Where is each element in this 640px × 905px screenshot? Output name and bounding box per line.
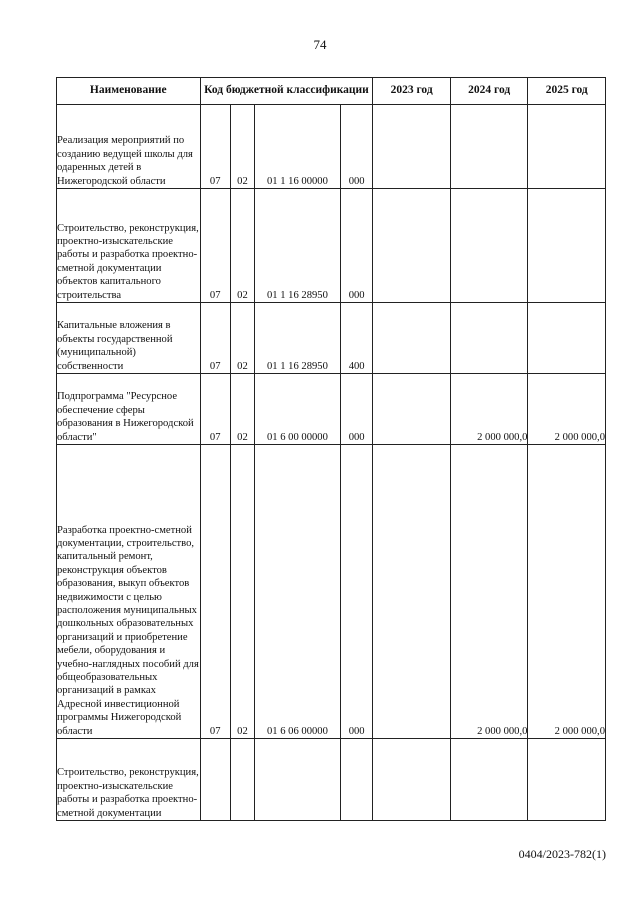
table-row xyxy=(57,189,606,303)
row-name: Строительство, реконструкция, проектно-изыскательские работы и разработка проектно-сметной документации объектов капитального строительства xyxy=(57,189,201,303)
row-value-2024 xyxy=(450,105,528,189)
row-subsection: 02 xyxy=(230,445,254,739)
row-name: Капитальные вложения в объекты государственной (муниципальной) собственности xyxy=(57,303,201,374)
row-value-2024 xyxy=(450,303,528,374)
row-value-2024 xyxy=(450,739,528,821)
row-section: 07 xyxy=(200,189,230,303)
row-value-2023 xyxy=(373,739,451,821)
row-value-2023 xyxy=(373,303,451,374)
row-expense-type: 000 xyxy=(340,445,373,739)
row-section: 07 xyxy=(200,445,230,739)
header-name: Наименование xyxy=(57,78,201,105)
row-subsection: 02 xyxy=(230,374,254,445)
row-value-2025: 2 000 000,0 xyxy=(528,445,606,739)
row-name: Разработка проектно-сметной документации, строительство, капитальный ремонт, реконструкция объектов образования, выкуп объектов недвижимости с целью расположения муниципальных дошкольных образовательных организаций и приобретение мебели, оборудования и учебно-наглядных пособий для общеобразовательных организаций в рамках Адресной инвестиционной программы Нижегородской области xyxy=(57,445,201,739)
row-subsection xyxy=(230,739,254,821)
row-value-2023 xyxy=(373,189,451,303)
table-row xyxy=(57,739,606,821)
row-section xyxy=(200,739,230,821)
row-section: 07 xyxy=(200,105,230,189)
row-value-2023 xyxy=(373,374,451,445)
row-target-article: 01 1 16 00000 xyxy=(254,105,340,189)
row-section: 07 xyxy=(200,303,230,374)
row-value-2025 xyxy=(528,105,606,189)
row-name: Реализация мероприятий по созданию ведущей школы для одаренных детей в Нижегородской области xyxy=(57,105,201,189)
row-value-2025 xyxy=(528,189,606,303)
table-row xyxy=(57,374,606,445)
table-row xyxy=(57,445,606,739)
header-code: Код бюджетной классификации xyxy=(200,78,373,105)
row-value-2025 xyxy=(528,739,606,821)
row-expense-type: 000 xyxy=(340,374,373,445)
row-value-2023 xyxy=(373,445,451,739)
row-name: Строительство, реконструкция, проектно-изыскательские работы и разработка проектно-сметной документации xyxy=(57,739,201,821)
row-target-article: 01 6 06 00000 xyxy=(254,445,340,739)
header-row xyxy=(57,78,606,105)
row-value-2024: 2 000 000,0 xyxy=(450,374,528,445)
row-value-2024: 2 000 000,0 xyxy=(450,445,528,739)
table-row xyxy=(57,105,606,189)
row-target-article: 01 6 00 00000 xyxy=(254,374,340,445)
row-subsection: 02 xyxy=(230,105,254,189)
header-2024: 2024 год xyxy=(450,78,528,105)
row-target-article: 01 1 16 28950 xyxy=(254,189,340,303)
document-code: 0404/2023-782(1) xyxy=(518,847,606,861)
row-subsection: 02 xyxy=(230,303,254,374)
header-2025: 2025 год xyxy=(528,78,606,105)
row-target-article: 01 1 16 28950 xyxy=(254,303,340,374)
row-expense-type xyxy=(340,739,373,821)
table-row xyxy=(57,303,606,374)
page-number: 74 xyxy=(313,37,327,52)
row-subsection: 02 xyxy=(230,189,254,303)
row-name: Подпрограмма "Ресурсное обеспечение сферы образования в Нижегородской области" xyxy=(57,374,201,445)
row-section: 07 xyxy=(200,374,230,445)
row-expense-type: 000 xyxy=(340,105,373,189)
row-target-article xyxy=(254,739,340,821)
header-2023: 2023 год xyxy=(373,78,451,105)
row-expense-type: 000 xyxy=(340,189,373,303)
budget-table xyxy=(56,77,606,821)
row-value-2024 xyxy=(450,189,528,303)
row-value-2023 xyxy=(373,105,451,189)
row-expense-type: 400 xyxy=(340,303,373,374)
row-value-2025 xyxy=(528,303,606,374)
row-value-2025: 2 000 000,0 xyxy=(528,374,606,445)
